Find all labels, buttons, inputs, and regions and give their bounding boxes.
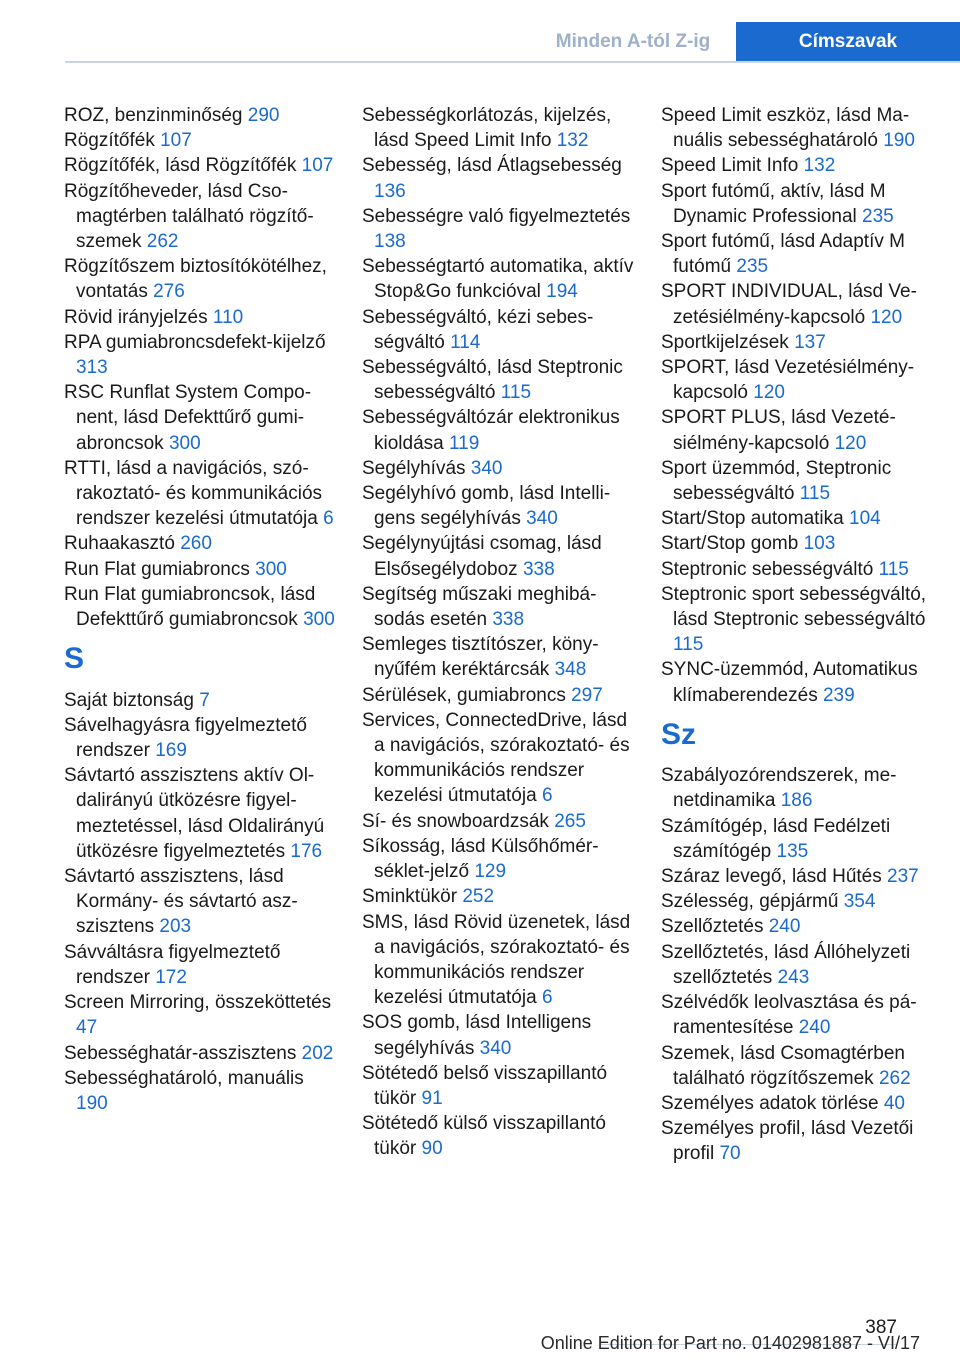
index-entry-text: Ruhaakasztó — [64, 533, 175, 555]
page-link[interactable]: 132 — [556, 130, 589, 152]
page-link[interactable]: 103 — [803, 533, 836, 555]
page-link[interactable]: 260 — [180, 533, 212, 555]
page-header — [0, 0, 960, 62]
index-entry — [362, 254, 637, 304]
index-column-3 — [661, 103, 936, 1167]
index-entry — [362, 834, 637, 884]
edition-info: Online Edition for Part no. 01402981887 - VI/17 — [540, 1333, 920, 1353]
letter-heading: Sz — [661, 717, 697, 751]
page-footer — [0, 1300, 960, 1362]
page-link[interactable]: 265 — [554, 810, 586, 832]
page-link[interactable]: 115 — [500, 382, 532, 404]
page-link[interactable]: 137 — [794, 331, 826, 353]
section-title: Minden A-tól Z-ig — [555, 31, 711, 52]
page-link[interactable]: 40 — [883, 1092, 905, 1114]
page-link[interactable]: 107 — [160, 130, 192, 152]
index-entry — [64, 1041, 339, 1066]
index-entry — [64, 940, 339, 990]
tab-cimszavak[interactable]: Címszavak — [736, 22, 960, 62]
index-entry-text: Sebesség, lásd Átlagsebesség — [362, 155, 622, 177]
index-entry-text: Síkosság, lásd Külsőhőmérséklet-jelző — [362, 835, 599, 883]
index-entry — [661, 864, 936, 889]
index-entry — [64, 305, 339, 330]
page-link[interactable]: 135 — [776, 840, 809, 862]
index-entry — [661, 1116, 936, 1166]
index-entry — [362, 582, 637, 632]
page-link[interactable]: 70 — [719, 1143, 741, 1165]
index-entry-text: Rögzítőszem biztosítókötélhez, vontatás — [64, 256, 327, 303]
index-entry-text: Sport futómű, aktív, lásd M Dynamic Professional — [661, 180, 886, 227]
index-entry-text: Szellőztetés, lásd Állóhelyzeti szellőztetés — [661, 941, 911, 988]
index-entry-text: SYNC-üzemmód, Automatikus klímaberendezés — [661, 659, 918, 706]
index-entry — [362, 1111, 637, 1161]
index-entry — [661, 657, 936, 707]
index-entry — [362, 708, 637, 809]
index-entry-text: Sebességváltózár elektronikus kioldása — [362, 407, 620, 454]
index-entry-text: Sebességváltó, lásd Steptronic sebességváltó — [362, 357, 623, 404]
page-link[interactable]: 340 — [526, 508, 558, 530]
index-entry-text: Száraz levegő, lásd Hűtés — [661, 866, 882, 888]
index-entry-text: Rövid irányjelzés — [64, 306, 208, 328]
index-entry — [64, 330, 339, 380]
index-entry — [661, 355, 936, 405]
index-entry — [64, 688, 339, 713]
index-entry-text: RTTI, lásd a navigációs, szórakoztató- és kommunikációs rendszer kezelési útmutatója — [64, 457, 323, 530]
index-entry — [64, 153, 339, 178]
index-entry — [64, 864, 339, 940]
index-entry-text: Steptronic sport sebességváltó, lásd Steptronic sebességváltó — [661, 583, 927, 631]
page-link[interactable]: 202 — [301, 1042, 334, 1064]
index-entry — [64, 763, 339, 864]
index-entry-text: Sebességre való figyelmeztetés — [362, 205, 631, 227]
index-entry-text: Speed Limit eszköz, lásd Manuális sebességhatároló — [661, 105, 910, 152]
letter-heading: S — [64, 642, 85, 676]
index-entry-text: ROZ, benzinminőség — [64, 105, 243, 126]
index-entry — [64, 990, 339, 1040]
index-entry — [661, 990, 936, 1040]
page-link[interactable]: 107 — [301, 155, 334, 177]
page-link[interactable]: 300 — [255, 558, 287, 580]
index-entry-text: Sebességhatár-asszisztens — [64, 1042, 297, 1064]
index-entry-text: Szabályozórendszerek, menetdinamika — [661, 765, 897, 812]
index-entry-text: Segélyhívás — [362, 457, 466, 479]
index-entry — [64, 582, 339, 632]
index-entry — [362, 204, 637, 254]
page-link[interactable]: 297 — [571, 684, 603, 706]
index-entry — [661, 405, 936, 455]
index-entry-text: Rögzítőfék — [64, 130, 155, 152]
page-link[interactable]: 132 — [803, 155, 836, 177]
page-link[interactable]: 115 — [799, 483, 831, 505]
index-entry — [661, 914, 936, 939]
index-entry — [362, 1010, 637, 1060]
index-entry — [661, 763, 936, 813]
page-link[interactable]: 104 — [849, 508, 881, 530]
index-entry-text: Rögzítőheveder, lásd Csomagtérben található rögzítőszemek — [64, 180, 314, 253]
index-entry-text: Sötétedő belső visszapillantó tükör — [362, 1062, 608, 1109]
page-link[interactable]: 290 — [247, 105, 280, 126]
index-entry — [362, 910, 637, 1011]
index-entry-text: Services, ConnectedDrive, lásd a navigációs, szórakoztató- és kommunikációs rendszer kezelési útmutatója — [362, 709, 630, 807]
page-link[interactable]: 7 — [199, 689, 210, 711]
index-entry — [362, 531, 637, 581]
page-link[interactable]: 47 — [76, 1017, 98, 1039]
index-entry-text: Sebességtartó automatika, aktív Stop&Go funkcióval — [362, 256, 634, 303]
index-entry — [362, 481, 637, 531]
page-link[interactable]: 338 — [492, 609, 525, 631]
index-entry — [64, 103, 339, 128]
index-entry-text: Run Flat gumiabroncsok, lásd Defekttűrő gumiabroncsok — [64, 583, 316, 631]
page-link[interactable]: 129 — [474, 861, 507, 883]
index-entry — [362, 683, 637, 708]
index-entry — [661, 889, 936, 914]
index-entry — [64, 713, 339, 763]
index-entry-text: Rögzítőfék, lásd Rögzítőfék — [64, 155, 297, 177]
index-entry — [64, 456, 339, 532]
page-number: 387 — [865, 1317, 897, 1338]
page-link[interactable]: 91 — [421, 1087, 443, 1109]
page-link[interactable]: 340 — [470, 457, 503, 479]
index-entry-text: SPORT INDIVIDUAL, lásd Vezetésiélmény-kapcsoló — [661, 281, 917, 328]
page-link[interactable]: 176 — [290, 840, 323, 862]
index-entry-text: Szellőztetés — [661, 916, 764, 938]
page-link[interactable]: 338 — [522, 558, 555, 580]
index-entry-text: SOS gomb, lásd Intelligens segélyhívás — [362, 1012, 592, 1059]
index-entry-text: Szemek, lásd Csomagtérben található rögzítőszemek — [661, 1042, 905, 1089]
index-entry-text: Start/Stop gomb — [661, 533, 799, 555]
index-entry-text: Sávelhagyásra figyelmeztető rendszer — [64, 714, 307, 762]
index-entry — [661, 557, 936, 582]
index-entry — [362, 153, 637, 203]
index-entry-text: Szélesség, gépjármű — [661, 891, 839, 913]
page-link[interactable]: 115 — [878, 558, 909, 580]
page-link[interactable]: 115 — [673, 634, 704, 656]
index-entry-text: Screen Mirroring, összeköttetés — [64, 992, 332, 1014]
index-entry-text: Sávtartó asszisztens aktív Oldalirányú ütközésre figyelmeztetéssel, lásd Oldalirányú ütközésre figyelmeztetés — [64, 765, 325, 862]
page-link[interactable]: 235 — [736, 256, 769, 278]
page-link[interactable]: 194 — [546, 281, 578, 303]
index-entry-text: Segélyhívó gomb, lásd Intelligens segélyhívás — [362, 483, 611, 530]
index-entry — [661, 814, 936, 864]
index-entry-text: SPORT PLUS, lásd Vezetésiélmény-kapcsoló — [661, 407, 896, 454]
index-entry — [362, 632, 637, 682]
index-entry-text: Semleges tisztítószer, könynyűfém keréktárcsák — [362, 634, 599, 681]
page-link[interactable]: 348 — [554, 659, 587, 681]
index-entry-text: Személyes profil, lásd Vezetői profil — [661, 1118, 914, 1165]
index-entry — [661, 179, 936, 229]
index-entry — [64, 557, 339, 582]
index-entry — [362, 456, 637, 481]
index-entry — [362, 405, 637, 455]
index-entry — [64, 254, 339, 304]
page-link[interactable]: 300 — [303, 609, 335, 631]
page-link[interactable]: 6 — [541, 987, 553, 1009]
index-entry-text: Sebességkorlátozás, kijelzés, lásd Speed Limit Info — [362, 105, 612, 152]
index-column-2 — [362, 103, 637, 1162]
page-link[interactable]: 186 — [780, 790, 813, 812]
index-entry-text: Sérülések, gumiabroncs — [362, 684, 566, 706]
index-entry — [661, 279, 936, 329]
index-entry — [362, 884, 637, 909]
page-link[interactable]: 190 — [883, 130, 915, 152]
page-link[interactable]: 120 — [753, 382, 785, 404]
page-link[interactable]: 313 — [76, 357, 108, 379]
page-link[interactable]: 6 — [541, 785, 553, 807]
page-link[interactable]: 90 — [421, 1138, 443, 1160]
index-entry-text: Személyes adatok törlése — [661, 1092, 879, 1114]
index-entry — [661, 940, 936, 990]
index-entry — [362, 1061, 637, 1111]
index-entry-text: Start/Stop automatika — [661, 508, 844, 530]
index-entry — [661, 330, 936, 355]
page-link[interactable]: 172 — [155, 966, 187, 988]
index-entry — [362, 809, 637, 834]
page-link[interactable]: 243 — [777, 966, 810, 988]
page-link[interactable]: 190 — [76, 1092, 108, 1114]
index-entry-text: Sport futómű, lásd Adaptív M futómű — [661, 231, 905, 278]
page-link[interactable]: 354 — [843, 891, 876, 913]
index-entry — [661, 153, 936, 178]
index-entry-text: Szélvédők leolvasztása és páramentesítése — [661, 992, 917, 1039]
index-entry-text: SMS, lásd Rövid üzenetek, lásd a navigációs, szórakoztató- és kommunikációs rendszer kezelési útmutatója — [362, 911, 631, 1009]
page-link[interactable]: 262 — [878, 1067, 911, 1089]
index-column-1 — [64, 103, 339, 1116]
page-link[interactable]: 136 — [374, 180, 406, 202]
index-entry-text: Sminktükör — [362, 886, 458, 908]
index-entry-text: Segítség műszaki meghibásodás esetén — [362, 583, 597, 631]
index-entry — [64, 380, 339, 456]
page-link[interactable]: 262 — [146, 231, 179, 253]
page-link[interactable]: 120 — [870, 306, 903, 328]
index-entry-text: Sebességváltó, kézi sebességváltó — [362, 306, 594, 353]
index-entry-text: Run Flat gumiabroncs — [64, 558, 250, 580]
index-entry — [362, 103, 637, 153]
page-link[interactable]: 276 — [153, 281, 185, 303]
index-entry-text: Sport üzemmód, Steptronic sebességváltó — [661, 457, 892, 505]
page-link[interactable]: 239 — [822, 684, 855, 706]
index-entry — [661, 456, 936, 506]
index-entry — [362, 355, 637, 405]
index-entry — [64, 1066, 339, 1116]
index-entry — [64, 128, 339, 153]
index-entry — [362, 305, 637, 355]
index-entry-text: Segélynyújtási csomag, lásd Elsősegélydoboz — [362, 533, 602, 580]
index-entry-text: Sí- és snowboardzsák — [362, 810, 549, 832]
page-link[interactable]: 300 — [168, 432, 201, 454]
index-entry-text: Sötétedő külső visszapillantó tükör — [362, 1113, 606, 1160]
index-entry-text: Steptronic sebességváltó — [661, 558, 874, 580]
index-entry — [661, 582, 936, 658]
index-entry — [661, 1041, 936, 1091]
index-entry-text: RPA gumiabroncsdefekt-kijelző — [64, 331, 326, 353]
page-link[interactable]: 240 — [798, 1017, 831, 1039]
index-entry — [661, 531, 936, 556]
index-entry-text: Számítógép, lásd Fedélzeti számítógép — [661, 815, 891, 862]
page-link[interactable]: 119 — [449, 432, 480, 454]
header-rule — [65, 61, 960, 63]
page-link[interactable]: 6 — [323, 508, 334, 530]
page-link[interactable]: 235 — [862, 205, 894, 227]
index-entry — [64, 179, 339, 255]
page-link[interactable]: 110 — [212, 306, 244, 328]
page-link[interactable]: 340 — [479, 1037, 512, 1059]
page-link[interactable]: 114 — [450, 331, 481, 353]
page-link[interactable]: 237 — [887, 866, 919, 888]
page-link[interactable]: 120 — [834, 432, 867, 454]
index-entry-text: Speed Limit Info — [661, 155, 799, 177]
page-link[interactable]: 252 — [462, 886, 495, 908]
index-entry-text: RSC Runflat System Component, lásd Defekttűrő gumiabroncsok — [64, 382, 312, 454]
page-link[interactable]: 169 — [155, 740, 187, 762]
index-entry — [661, 506, 936, 531]
index-entry — [64, 531, 339, 556]
page-link[interactable]: 203 — [159, 916, 192, 938]
index-entry — [661, 103, 936, 153]
page-link[interactable]: 138 — [374, 231, 406, 253]
page-link[interactable]: 240 — [768, 916, 801, 938]
index-entry — [661, 1091, 936, 1116]
index-entry-text: Sebességhatároló, manuális — [64, 1067, 304, 1089]
index-entry-text: Sportkijelzések — [661, 331, 789, 353]
index-entry-text: Sávváltásra figyelmeztető rendszer — [64, 941, 281, 988]
index-entry-text: Saját biztonság — [64, 689, 194, 711]
index-entry-text: SPORT, lásd Vezetésiélmény-kapcsoló — [661, 357, 915, 404]
index-entry — [661, 229, 936, 279]
index-entry-text: Sávtartó asszisztens, lásd Kormány- és sávtartó aszszisztens — [64, 866, 298, 938]
